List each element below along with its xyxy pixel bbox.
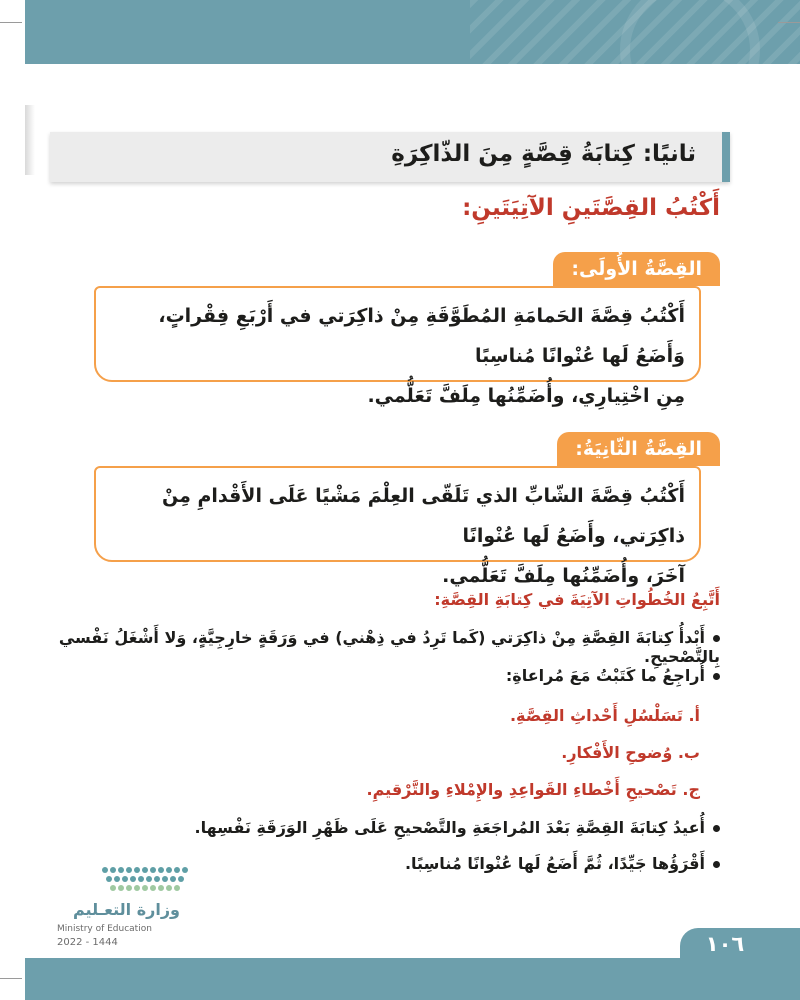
story-one-label: القِصَّةُ الأُولَى: [553,252,720,286]
bullet-dot [713,861,720,868]
edition-years: 2022 - 1444 [57,937,118,948]
step-item [506,666,720,685]
step-item [0,628,720,666]
step-text: أَبْدأُ كِتابَةَ القِصَّةِ مِنْ ذاكِرَتي (كَما تَرِدُ في ذِهْني) في وَرَقَةٍ خارِجِيَّةٍ، وَلا أَشْغَلُ نَفْسي بِالتَّصْحيحِ. [58,628,720,666]
banner-ornament [620,0,760,64]
story-two-line-1: أَكْتُبُ قِصَّةَ الشّابِّ الذي تَلَقّى العِلْمَ مَشْيًا عَلَى الأَقْدامِ مِنْ ذاكِرَتي، وأَضَعُ لَها عُنْوانًا [161,485,685,547]
sub-step-b: ب. وُضوحِ الأَفْكارِ. [561,743,700,762]
bullet-dot [713,673,720,680]
task-heading: أَكْتُبُ القِصَّتَينِ الآتِيَتَينِ: [462,195,720,221]
ministry-name-arabic: وزارة التعـليم [73,900,180,919]
story-one-line-2: مِنِ اخْتِيارِي، وأُضَمِّنُها مِلَفَّ تَعَلُّمي. [367,385,685,407]
step-item [405,854,720,873]
ministry-logo [55,862,205,952]
ministry-name-english: Ministry of Education [57,924,152,934]
story-two-label: القِصَّةُ الثّانِيَةُ: [557,432,720,466]
story-one-box [94,286,701,407]
sub-step-c: ج. تَصْحيحِ أَخْطاءِ القَواعِدِ والإِمْلاءِ والتَّرْقيمِ. [366,780,700,799]
steps-title: أَتَّبِعُ الخُطُواتِ الآتِيَةَ في كِتابَةِ القِصَّةِ: [434,590,720,609]
crop-mark [778,22,800,23]
bullet-dot [713,825,720,832]
step-text: أُعيدُ كِتابَةَ القِصَّةِ بَعْدَ المُراجَعَةِ والتَّصْحيحِ عَلَى ظَهْرِ الوَرَقَةِ نَفْسِها. [194,818,705,837]
story-two-box [94,466,701,587]
section-header [50,132,730,182]
section-header-accent [722,132,730,182]
bullet-dot [713,635,720,642]
step-text: أَقْرَؤُها جَيِّدًا، ثُمَّ أَضَعُ لَها عُنْوانًا مُناسِبًا. [404,854,705,873]
top-banner [25,0,800,64]
page-edge-shadow [25,105,35,175]
section-title: ثانيًا: كِتابَةُ قِصَّةٍ مِنَ الذّاكِرَةِ [391,141,696,167]
step-item [195,818,720,837]
ministry-emblem-icon [100,862,195,894]
step-text: أُراجِعُ ما كَتَبْتُ مَعَ مُراعاةِ: [505,666,705,685]
story-one-line-1: أَكْتُبُ قِصَّةَ الحَمامَةِ المُطَوَّقَةِ مِنْ ذاكِرَتي في أَرْبَعِ فِقْراتٍ، وَأَضَعُ لَها عُنْوانًا مُناسِبًا [158,305,685,367]
sub-step-a: أ. تَسَلْسُلِ أَحْداثِ القِصَّةِ. [509,706,700,725]
crop-mark [0,22,22,23]
story-two-line-2: آخَرَ، وأُضَمِّنُها مِلَفَّ تَعَلُّمي. [442,565,685,587]
crop-mark [0,978,22,979]
page-number: ١٠٦ [705,932,745,956]
